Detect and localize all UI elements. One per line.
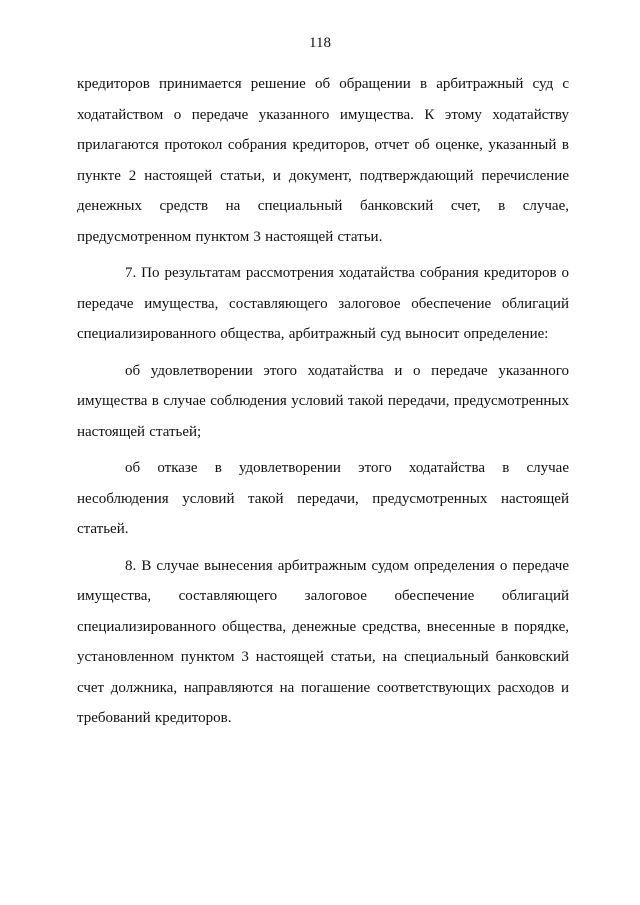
paragraph-item-7: 7. По результатам рассмотрения ходатайства собрания кредиторов о передаче имущества, составляющего залоговое обеспечение облигаций специализированного общества, арбитражный суд выносит определение:	[77, 265, 569, 342]
paragraph-continuation: кредиторов принимается решение об обращении в арбитражный суд с ходатайством о передаче указанного имущества. К этому ходатайству прилагаются протокол собрания кредиторов, отчет об оценке, указанный в пункте 2 настоящей статьи, и документ, подтверждающий перечисление денежных средств на специальный банковский счет, в случае, предусмотренном пунктом 3 настоящей статьи.	[77, 76, 569, 245]
document-body	[77, 69, 569, 740]
paragraph-subitem-approval: об удовлетворении этого ходатайства и о передаче указанного имущества в случае соблюдения условий такой передачи, предусмотренных настоящей статьей;	[77, 362, 569, 440]
page-number: 118	[309, 35, 331, 51]
paragraph-subitem-refusal: об отказе в удовлетворении этого ходатайства в случае несоблюдения условий такой передачи, предусмотренных настоящей статьей.	[77, 460, 569, 537]
paragraph-item-8: 8. В случае вынесения арбитражным судом определения о передаче имущества, составляющего залоговое обеспечение облигаций специализированного общества, денежные средства, внесенные в порядке, установленном пунктом 3 настоящей статьи, на специальный банковский счет должника, направляются на погашение соответствующих расходов и требований кредиторов.	[77, 557, 569, 726]
